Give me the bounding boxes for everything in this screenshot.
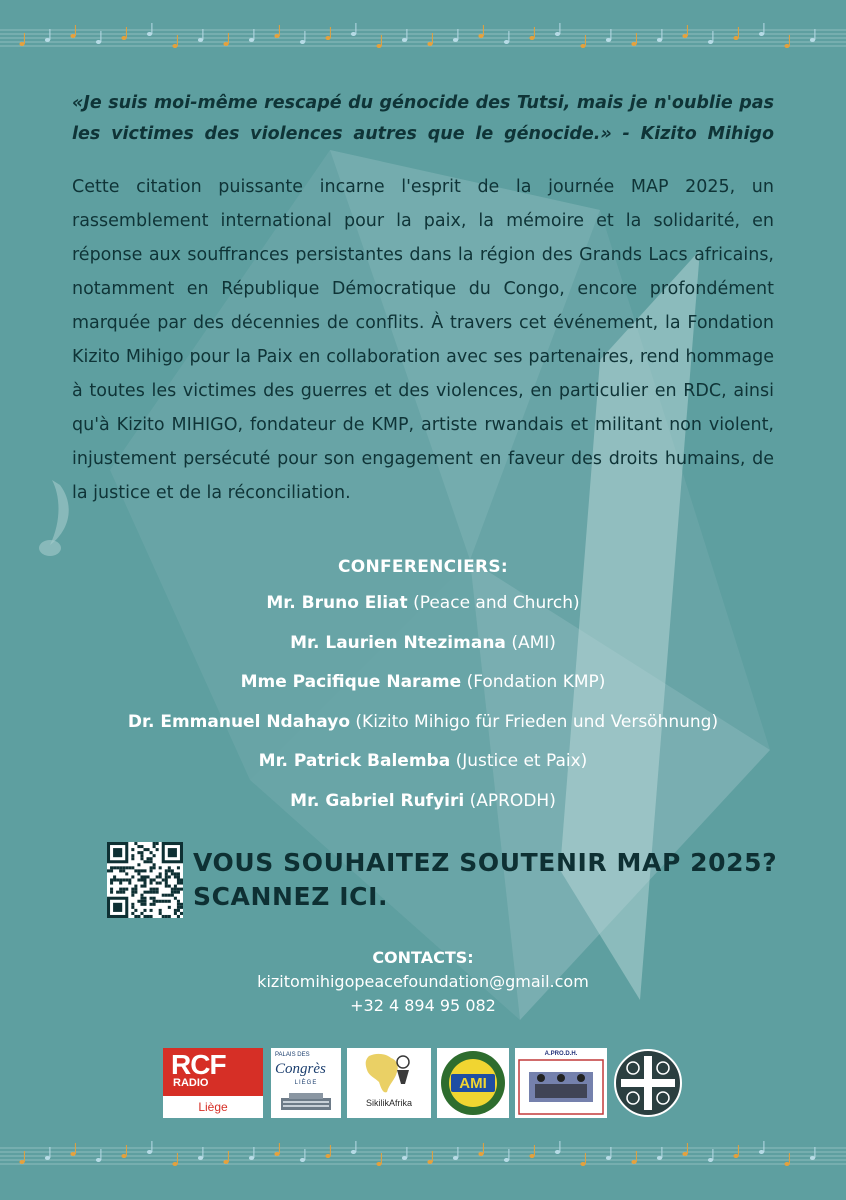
contacts-title: CONTACTS:	[372, 948, 474, 967]
speaker-org: (Peace and Church)	[413, 593, 580, 613]
ami-logo	[437, 1048, 509, 1118]
africa-map-icon	[347, 1048, 431, 1098]
aprodh-logo: A.PRO.D.H.	[515, 1048, 607, 1118]
palais-des-congres-logo: PALAIS DES Congrès LIÈGE	[271, 1048, 341, 1118]
support-line-2: SCANNEZ ICI.	[193, 882, 389, 911]
ami-label: AMI	[459, 1075, 487, 1092]
speakers-section	[0, 550, 846, 821]
speaker-name: Mr. Bruno Eliat	[266, 593, 408, 613]
kizito-quote: «Je suis moi-même rescapé du génocide des Tutsi, mais je n'oublie pas les victimes des violences autres que le génocide.» - Kizito Mihigo	[72, 93, 774, 144]
speaker-item	[0, 584, 846, 624]
speaker-item	[0, 742, 846, 782]
contacts-section	[0, 946, 846, 1018]
speaker-name: Mme Pacifique Narame	[240, 672, 462, 692]
speaker-item	[0, 663, 846, 703]
sikilikafrika-logo: SikilikAfrika	[347, 1048, 431, 1118]
speaker-org: (Justice et Paix)	[455, 751, 588, 771]
cross-emblem-logo	[613, 1048, 683, 1118]
contact-email[interactable]: kizitomihigopeacefoundation@gmail.com	[257, 972, 589, 991]
speaker-item	[0, 782, 846, 822]
support-block	[107, 842, 787, 920]
partner-logos	[163, 1048, 685, 1120]
building-icon	[279, 1090, 333, 1112]
support-call-to-action	[193, 846, 777, 914]
speaker-item	[0, 624, 846, 664]
speaker-org: (Kizito Mihigo für Frieden und Versöhnung)	[355, 711, 719, 732]
speakers-title: CONFERENCIERS:	[337, 557, 509, 577]
qr-code-icon[interactable]	[107, 842, 183, 918]
speaker-name: Mr. Gabriel Rufyiri	[290, 790, 465, 811]
speaker-name: Mr. Laurien Ntezimana	[290, 632, 506, 653]
support-line-1: VOUS SOUHAITEZ SOUTENIR MAP 2025?	[193, 848, 778, 877]
rcf-radio-logo: RCF RADIO Liège	[163, 1048, 263, 1118]
speaker-org: (APRODH)	[469, 790, 556, 811]
speaker-item	[0, 703, 846, 743]
contact-phone[interactable]: +32 4 894 95 082	[350, 996, 496, 1015]
speaker-org: (Fondation KMP)	[466, 672, 606, 692]
intro-paragraph: Cette citation puissante incarne l'esprit de la journée MAP 2025, un rassemblement international pour la paix, la mémoire et la solidarité, en réponse aux souffrances persistantes dans la région des Grands Lacs africains, notamment en République Démocratique du Congo, encore profondément marquée par des décennies de conflits. À travers cet événement, la Fondation Kizito Mihigo pour la Paix en collaboration avec ses partenaires, rend hommage à toutes les victimes des guerres et des violences, en particulier en RDC, ainsi qu'à Kizito MIHIGO, fondateur de KMP, artiste rwandais et militant non violent, injustement persécuté pour son engagement en faveur des droits humains, de la justice et de la réconciliation.	[72, 177, 774, 503]
aprodh-emblem-icon	[515, 1048, 607, 1118]
speaker-name: Mr. Patrick Balemba	[258, 751, 451, 771]
speaker-name: Dr. Emmanuel Ndahayo	[127, 711, 351, 732]
speaker-org: (AMI)	[511, 632, 556, 653]
